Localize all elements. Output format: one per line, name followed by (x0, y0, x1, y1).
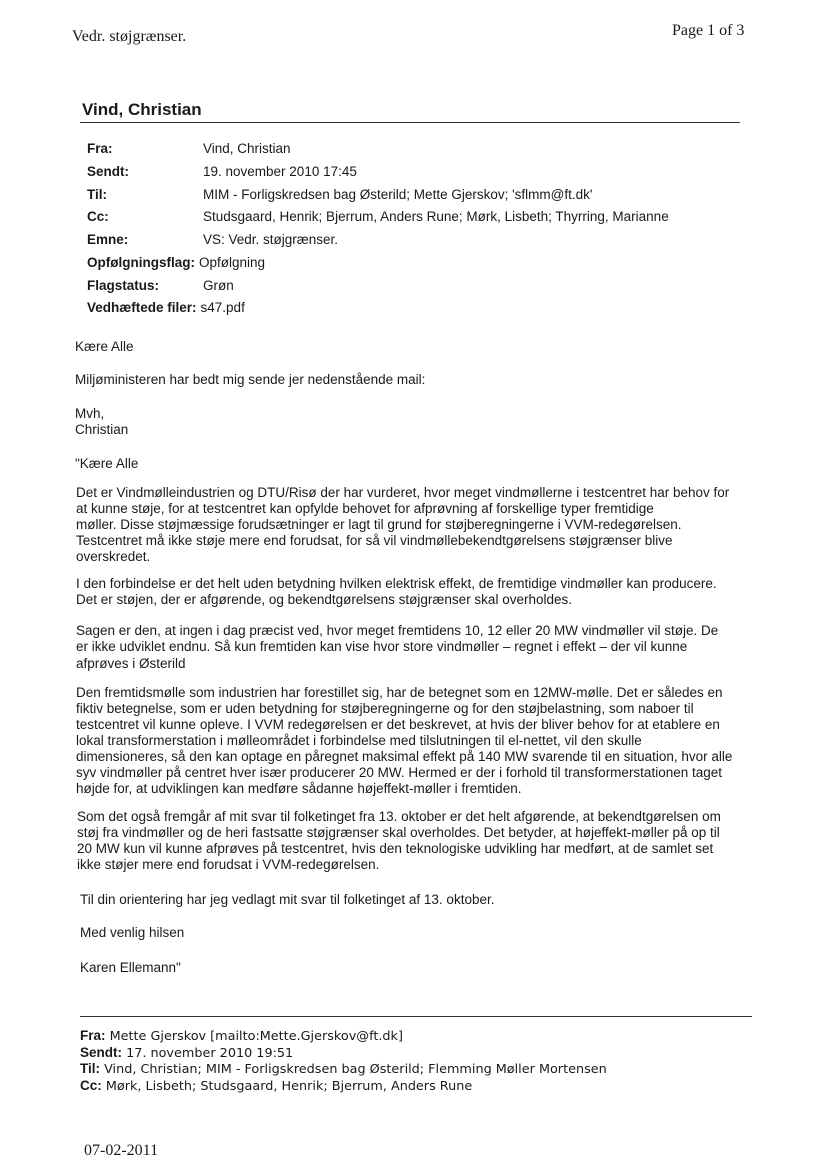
body-line: afprøves i Østerild (76, 656, 186, 671)
email-field-cc (87, 209, 669, 224)
body-line: Christian (75, 422, 129, 437)
forwarded-sent (80, 1045, 293, 1061)
body-line: at kunne støje, for at testcentret kan opfylde behovet for afprøvning af forskellige typer fremtidige (76, 501, 654, 516)
body-line: syv vindmøller på centret hver især producerer 20 MW. Hermed er der i forhold til transformerstationen taget (76, 765, 723, 780)
field-value: Studsgaard, Henrik; Bjerrum, Anders Rune; Mørk, Lisbeth; Thyrring, Marianne (203, 209, 669, 224)
email-field-sent (87, 164, 357, 179)
signature: Karen Ellemann" (80, 960, 181, 975)
body-line: Som det også fremgår af mit svar til folketinget fra 13. oktober er det helt afgørende, at bekendtgørelsen om (77, 809, 721, 824)
field-label: Vedhæftede filer: (87, 300, 197, 315)
body-line: dimensioneres, så den kan optage en påregnet maksimal effekt på 140 MW svarende til en situation, hvor alle (76, 749, 733, 764)
attachment-link[interactable]: s47.pdf (200, 300, 245, 315)
field-label: Til: (87, 187, 107, 202)
field-label: Cc: (87, 209, 109, 224)
sender-heading: Vind, Christian (82, 100, 202, 119)
body-line: Sagen er den, at ingen i dag præcist ved, hvor meget fremtidens 10, 12 eller 20 MW vindmøller vil støje. De (76, 623, 719, 638)
body-line: møller. Disse støjmæssige forudsætninger er lagt til grund for støjberegningerne i VVM-redegørelsen. (76, 517, 682, 532)
field-label: Sendt: (80, 1045, 122, 1060)
field-label: Sendt: (87, 164, 129, 179)
field-value: Vind, Christian; MIM - Forligskredsen bag Østerild; Flemming Møller Mortensen (104, 1062, 607, 1077)
body-line: overskredet. (76, 549, 151, 564)
field-value: Mørk, Lisbeth; Studsgaard, Henrik; Bjerrum, Anders Rune (105, 1079, 473, 1094)
field-value: Opfølgning (198, 255, 266, 270)
body-line: er ikke udviklet endnu. Så kun fremtiden kan vise hvor store vindmøller – regnet i effekt – der vil kunne (76, 639, 688, 654)
body-line: testcentret vil kunne opleve. I VVM redegørelsen er det beskrevet, at hvis der bliver behov for at etablere en (76, 717, 720, 732)
header-divider (80, 122, 740, 123)
body-line: fiktiv betegnelse, som er uden betydning for støjberegningerne og for den støjbelastning, som naboer til (76, 701, 694, 716)
body-line: 20 MW kun vil kunne afprøves på testcentret, hvis den teknologiske udvikling har medført, at de samlet set (77, 841, 714, 856)
closing: Med venlig hilsen (80, 925, 185, 940)
field-value: 17. november 2010 19:51 (126, 1046, 294, 1061)
field-value: MIM - Forligskredsen bag Østerild; Mette Gjerskov; 'sflmm@ft.dk' (203, 187, 593, 202)
body-line: Testcentret må ikke støje mere end forudsat, for så vil vindmøllebekendtgørelsens støjgrænser blive (76, 533, 673, 548)
email-field-followup-flag (87, 255, 265, 270)
field-label: Til: (80, 1061, 100, 1076)
email-field-to (87, 187, 592, 202)
body-line: Mvh, (75, 406, 105, 421)
field-label: Cc: (80, 1078, 102, 1093)
field-value: Vind, Christian (203, 141, 291, 156)
page-header-subject: Vedr. støjgrænser. (72, 28, 187, 45)
forwarded-cc (80, 1078, 472, 1094)
body-line: Det er støjen, der er afgørende, og bekendtgørelsens støjgrænser skal overholdes. (76, 592, 572, 607)
field-label: Fra: (80, 1028, 106, 1043)
body-line: "Kære Alle (75, 456, 139, 471)
greeting: Kære Alle (75, 339, 134, 354)
body-line: højde for, at udviklingen kan medføre sådanne højeffekt-møller i fremtiden. (76, 781, 522, 796)
body-line: ikke støjer mere end forudsat i VVM-redegørelsen. (77, 857, 380, 872)
email-field-subject (87, 232, 338, 247)
body-line: I den forbindelse er det helt uden betydning hvilken elektrisk effekt, de fremtidige vindmøller kan producere. (76, 576, 717, 591)
footer-date: 07-02-2011 (84, 1142, 159, 1159)
field-label: Fra: (87, 141, 113, 156)
email-field-flag-status (87, 278, 234, 293)
body-line: Det er Vindmølleindustrien og DTU/Risø der har vurderet, hvor meget vindmøllerne i testcentret har behov for (76, 485, 730, 500)
field-value: Grøn (203, 278, 234, 293)
email-field-attachments (87, 300, 245, 315)
email-field-from (87, 141, 291, 156)
forwarded-to (80, 1061, 607, 1077)
field-label: Opfølgningsflag: (87, 255, 195, 270)
field-label: Emne: (87, 232, 129, 247)
body-line: Miljøministeren har bedt mig sende jer nedenstående mail: (75, 372, 426, 387)
body-line: Til din orientering har jeg vedlagt mit svar til folketinget af 13. oktober. (80, 892, 495, 907)
page-number: Page 1 of 3 (672, 22, 745, 39)
body-line: lokal transformerstation i mølleområdet i forbindelse med tilslutningen til el-nettet, vil den skulle (76, 733, 642, 748)
field-value: VS: Vedr. støjgrænser. (203, 232, 339, 247)
body-line: støj fra vindmøller og de heri fastsatte støjgrænser skal overholdes. Det betyder, at højeffekt-møller på op til (77, 825, 720, 840)
forward-divider (80, 1016, 752, 1017)
field-value: Mette Gjerskov [mailto:Mette.Gjerskov@ft.dk] (109, 1029, 403, 1044)
field-value: 19. november 2010 17:45 (203, 164, 357, 179)
body-line: Den fremtidsmølle som industrien har forestillet sig, har de betegnet som en 12MW-mølle. Det er således en (76, 685, 723, 700)
field-label: Flagstatus: (87, 278, 160, 293)
forwarded-from (80, 1028, 403, 1044)
